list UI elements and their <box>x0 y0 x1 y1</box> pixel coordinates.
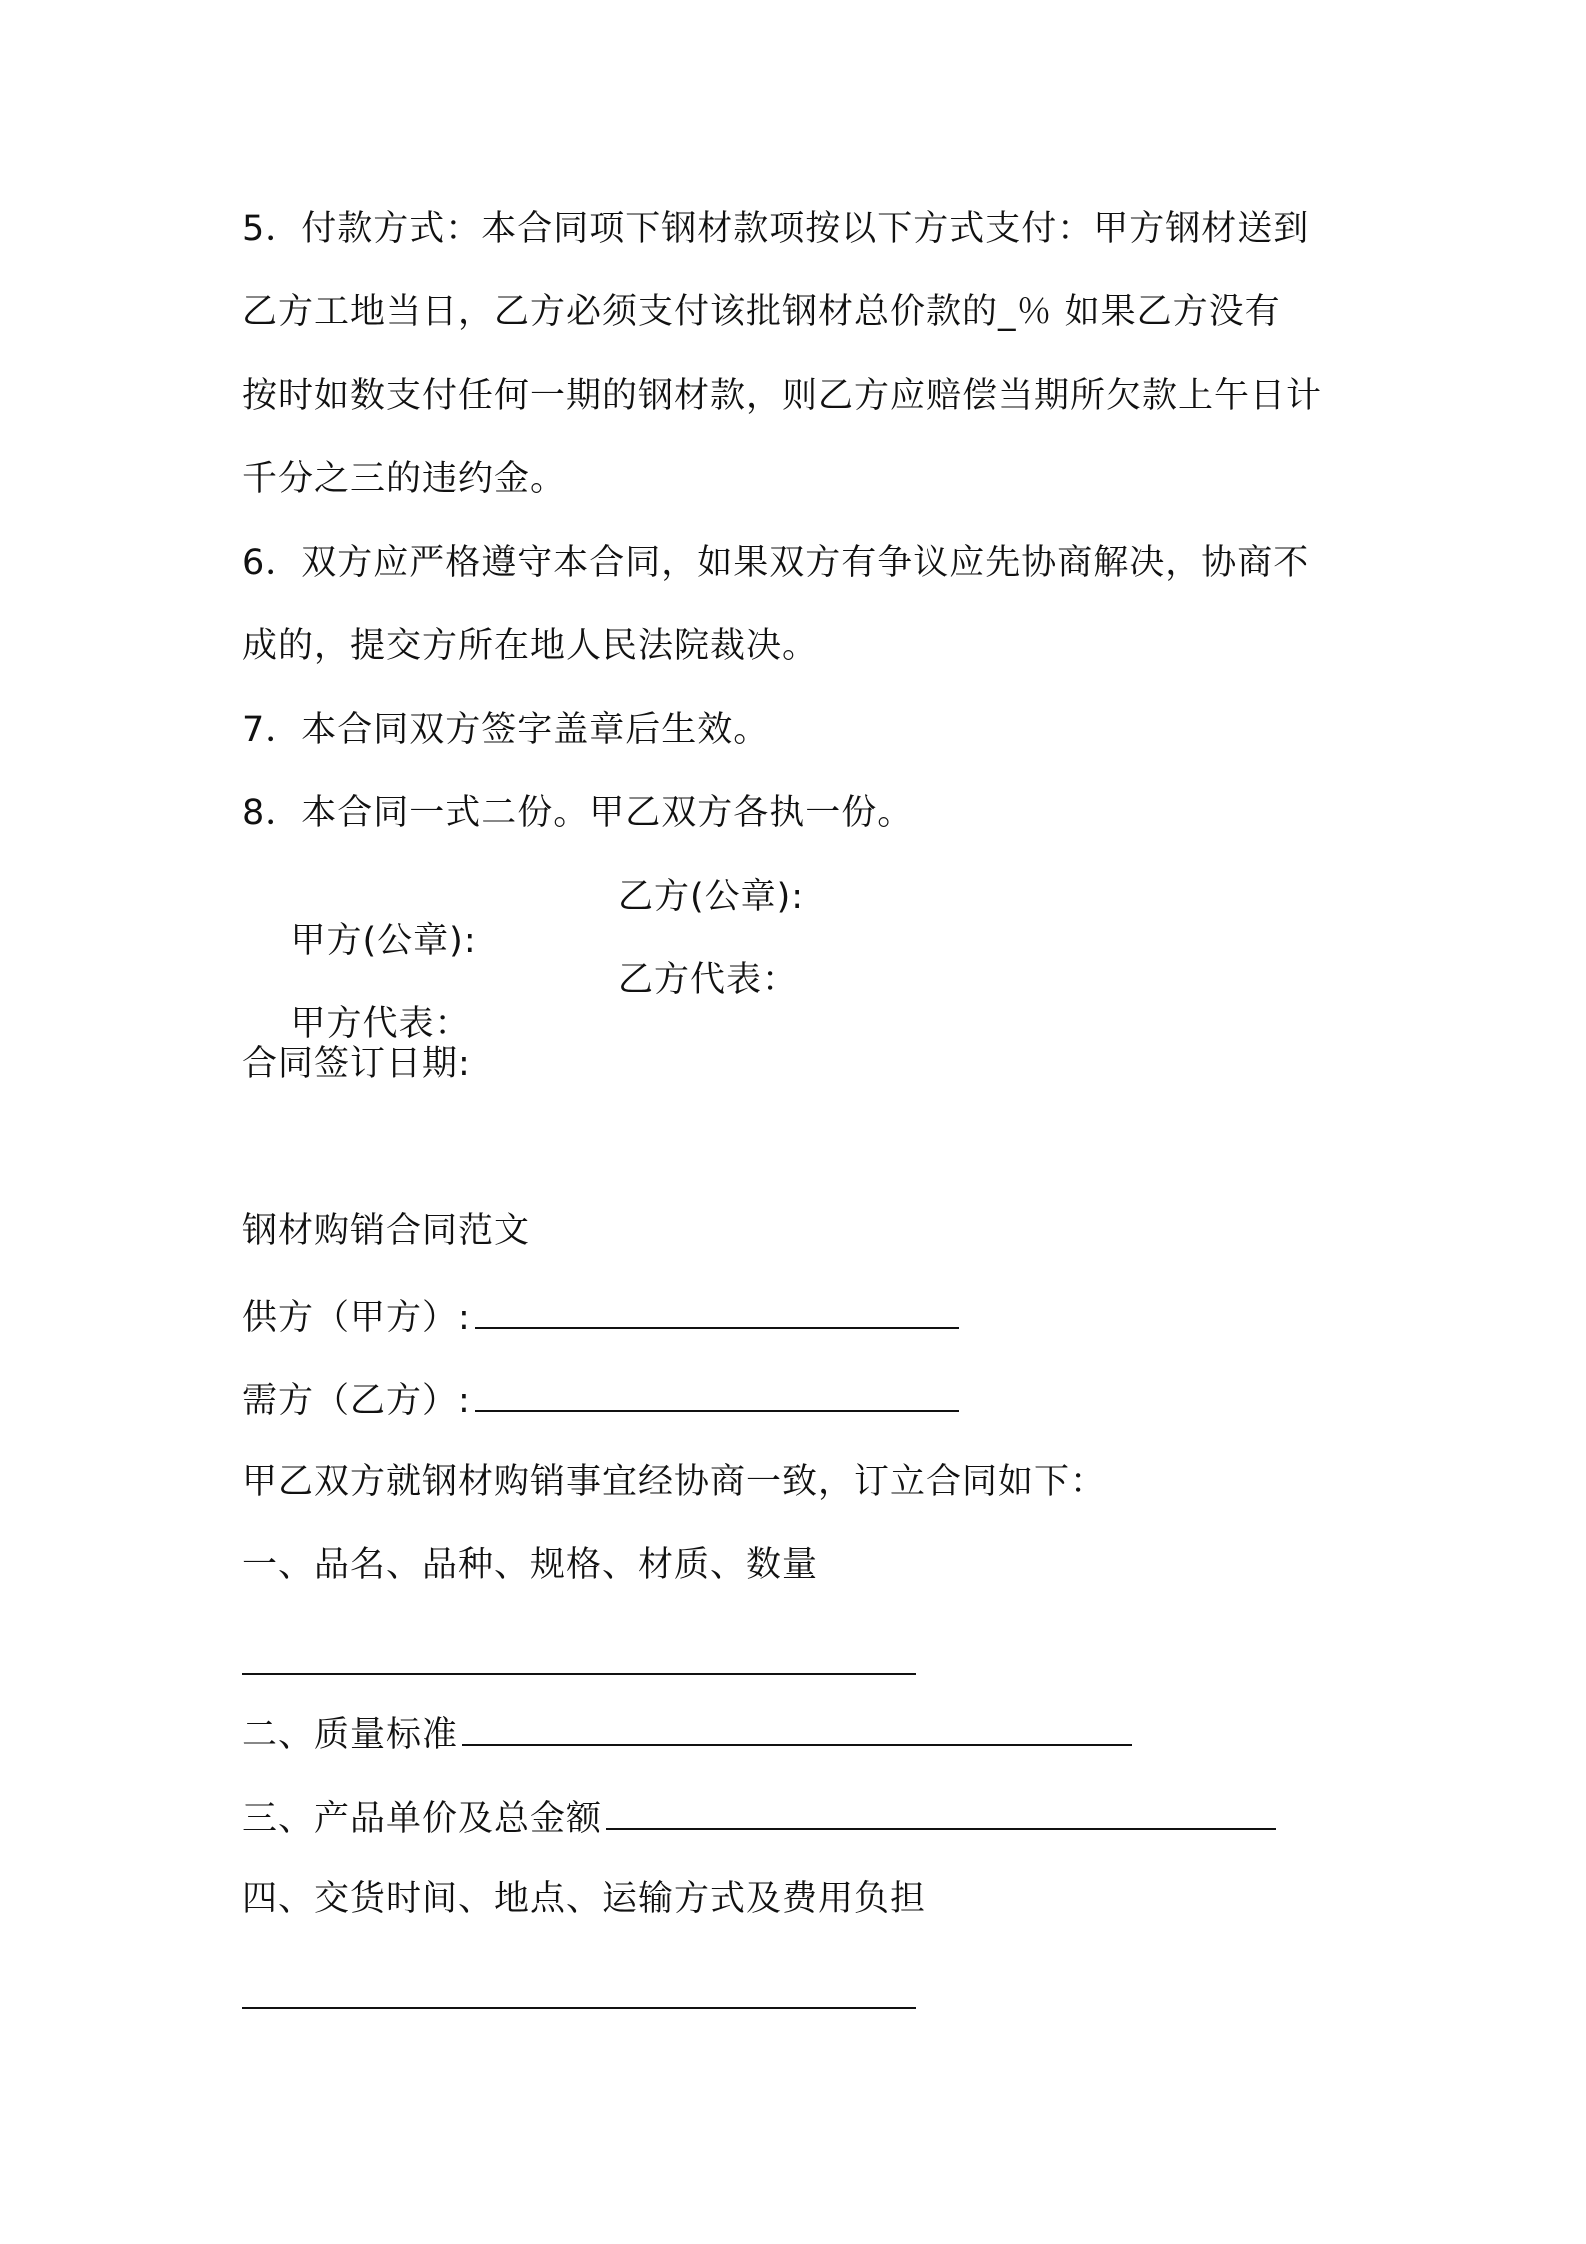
buyer-blank <box>475 1376 959 1412</box>
item-2-heading: 二、质量标准 <box>242 1715 459 1755</box>
intro-text: 甲乙双方就钢材购销事宜经协商一致，订立合同如下： <box>242 1462 1107 1502</box>
party-a-seal-label: 甲方(公章): <box>290 921 477 961</box>
sign-date-label: 合同签订日期: <box>242 1044 471 1084</box>
item-3-blank <box>606 1794 1276 1830</box>
clause-5-line-3: 按时如数支付任何一期的钢材款，则乙方应赔偿当期所欠款上午日计 <box>242 376 1323 416</box>
item-2-row <box>242 1710 1132 1757</box>
second-contract-title: 钢材购销合同范文 <box>242 1211 531 1251</box>
item-2-blank <box>462 1710 1132 1746</box>
supplier-label: 供方（甲方）: <box>242 1298 471 1338</box>
supplier-blank <box>475 1293 959 1329</box>
item-3-row <box>242 1794 1276 1841</box>
clause-7: 7．本合同双方签字盖章后生效。 <box>242 710 770 750</box>
item-3-heading: 三、产品单价及总金额 <box>242 1799 603 1839</box>
supplier-row <box>242 1293 959 1340</box>
clause-5-line-2: 乙方工地当日，乙方必须支付该批钢材总价款的_％ 如果乙方没有 <box>242 292 1281 332</box>
item-4-blank <box>242 2007 916 2009</box>
item-1-blank <box>242 1673 916 1675</box>
party-b-rep-label: 乙方代表： <box>618 960 799 1000</box>
clause-5-line-1: 5．付款方式：本合同项下钢材款项按以下方式支付：甲方钢材送到 <box>242 209 1310 249</box>
party-a-rep-label: 甲方代表： <box>290 1004 471 1044</box>
item-4-heading: 四、交货时间、地点、运输方式及费用负担 <box>242 1879 927 1919</box>
clause-6-line-2: 成的，提交方所在地人民法院裁决。 <box>242 626 819 666</box>
buyer-row <box>242 1376 959 1423</box>
buyer-label: 需方（乙方）: <box>242 1381 471 1421</box>
party-b-seal-label: 乙方(公章): <box>618 877 805 917</box>
clause-8: 8．本合同一式二份。甲乙双方各执一份。 <box>242 793 914 833</box>
clause-6-line-1: 6．双方应严格遵守本合同，如果双方有争议应先协商解决，协商不 <box>242 543 1310 583</box>
item-1-heading: 一、品名、品种、规格、材质、数量 <box>242 1545 819 1585</box>
clause-5-line-4: 千分之三的违约金。 <box>242 459 567 499</box>
